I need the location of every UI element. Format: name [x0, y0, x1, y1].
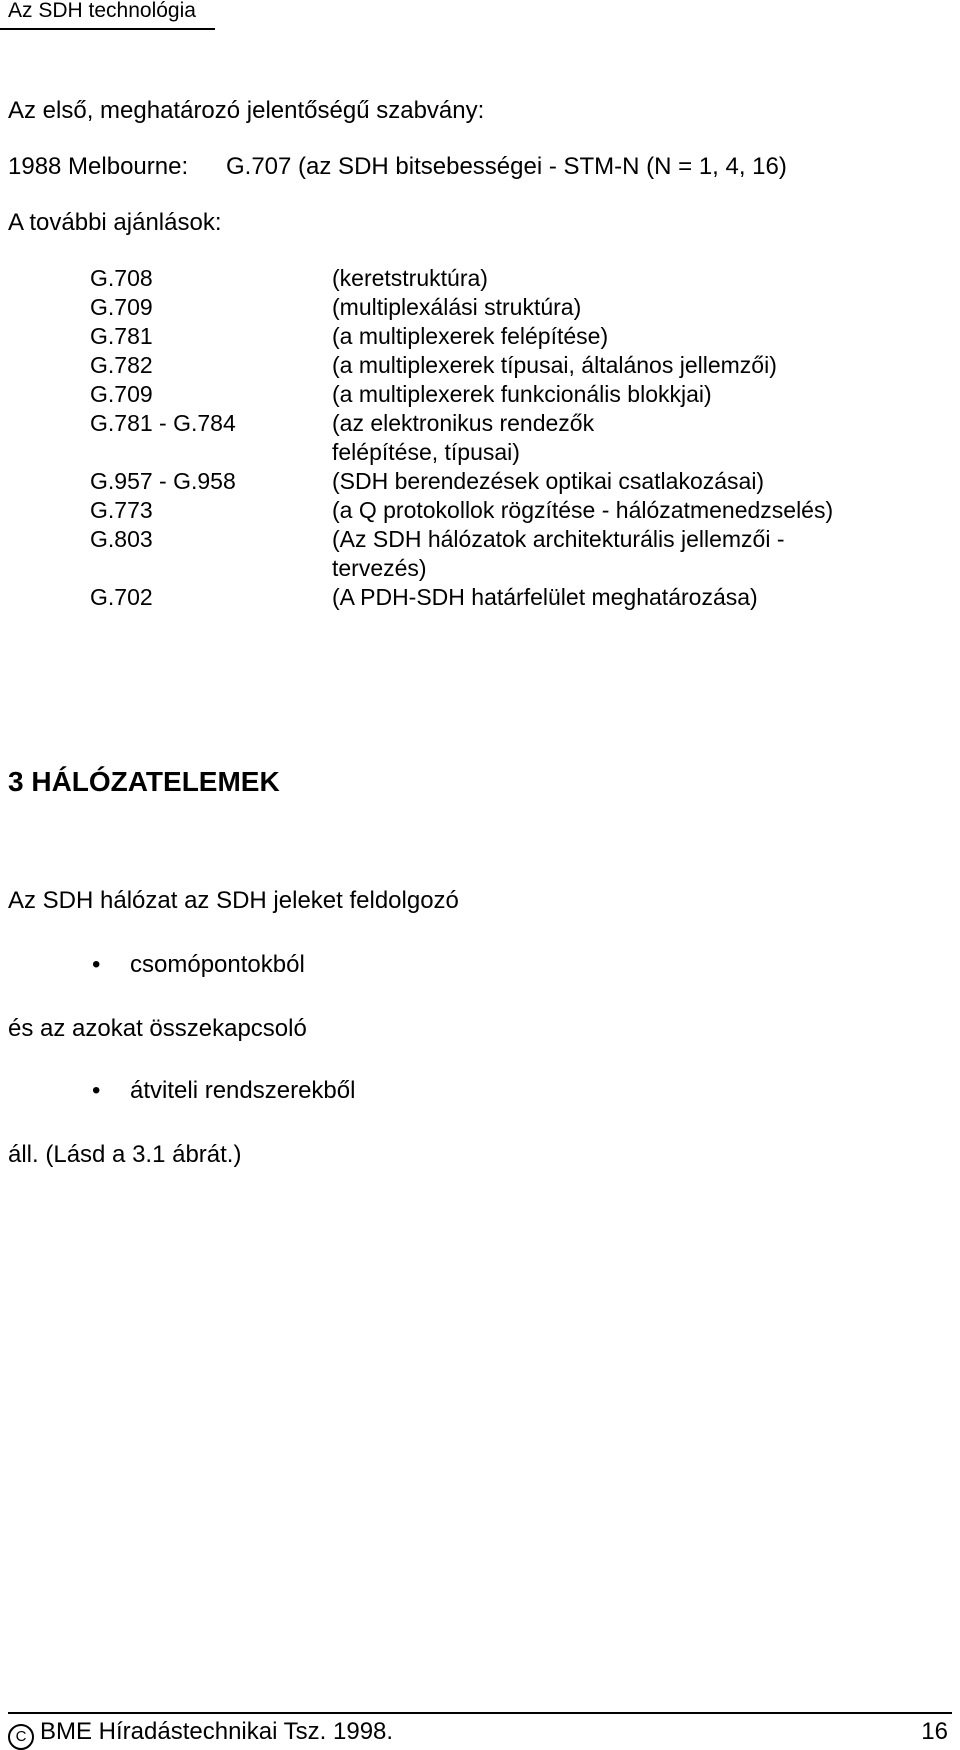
further-recommendations-text: A további ajánlások: — [8, 209, 222, 236]
footer-credit — [8, 1717, 393, 1750]
rec-code: G.702 — [90, 584, 153, 610]
melbourne-value: G.707 (az SDH bitsebességei - STM-N (N = 1, 4, 16) — [226, 153, 787, 180]
rec-code: G.709 — [90, 381, 153, 407]
section-paragraph-1: Az SDH hálózat az SDH jeleket feldolgozó — [8, 887, 459, 914]
page-number: 16 — [921, 1718, 948, 1745]
rec-code: G.803 — [90, 526, 153, 552]
rec-code: G.781 — [90, 323, 153, 349]
rec-desc-continued: felépítése, típusai) — [332, 439, 520, 465]
rec-desc: (az elektronikus rendezők — [332, 410, 595, 436]
rec-desc: (multiplexálási struktúra) — [332, 294, 582, 320]
rec-desc-continued: tervezés) — [332, 555, 427, 581]
rec-desc: (a multiplexerek felépítése) — [332, 323, 609, 349]
section-heading: 3 HÁLÓZATELEMEK — [8, 766, 280, 797]
rec-desc: (keretstruktúra) — [332, 265, 488, 291]
rec-desc: (a Q protokollok rögzítése - hálózatmenedzselés) — [332, 497, 834, 523]
rec-desc: (a multiplexerek típusai, általános jellemzői) — [332, 352, 777, 378]
bullet-item-transmission: átviteli rendszerekből — [130, 1077, 356, 1104]
melbourne-label: 1988 Melbourne: — [8, 153, 189, 180]
bullet-item-nodes: csomópontokból — [130, 951, 305, 978]
rec-code: G.782 — [90, 352, 153, 378]
copyright-icon: C — [8, 1724, 34, 1750]
rec-code: G.781 - G.784 — [90, 410, 236, 436]
rec-desc: (SDH berendezések optikai csatlakozásai) — [332, 468, 765, 494]
rec-desc: (A PDH-SDH határfelület meghatározása) — [332, 584, 758, 610]
rec-code: G.709 — [90, 294, 153, 320]
rec-desc: (a multiplexerek funkcionális blokkjai) — [332, 381, 712, 407]
header-underline — [0, 28, 215, 30]
section-paragraph-2: és az azokat összekapcsoló — [8, 1015, 307, 1042]
bullet-icon: • — [92, 951, 101, 978]
first-standard-text: Az első, meghatározó jelentőségű szabvány: — [8, 97, 485, 124]
rec-code: G.773 — [90, 497, 153, 523]
footer-institution: BME Híradástechnikai Tsz. 1998. — [40, 1718, 394, 1745]
bullet-icon: • — [92, 1077, 101, 1104]
rec-code: G.957 - G.958 — [90, 468, 236, 494]
rec-desc: (Az SDH hálózatok architekturális jellemzői - — [332, 526, 785, 552]
footer-rule — [8, 1712, 952, 1714]
rec-code: G.708 — [90, 265, 153, 291]
section-paragraph-3: áll. (Lásd a 3.1 ábrát.) — [8, 1141, 242, 1168]
header-title: Az SDH technológia — [8, 0, 196, 22]
